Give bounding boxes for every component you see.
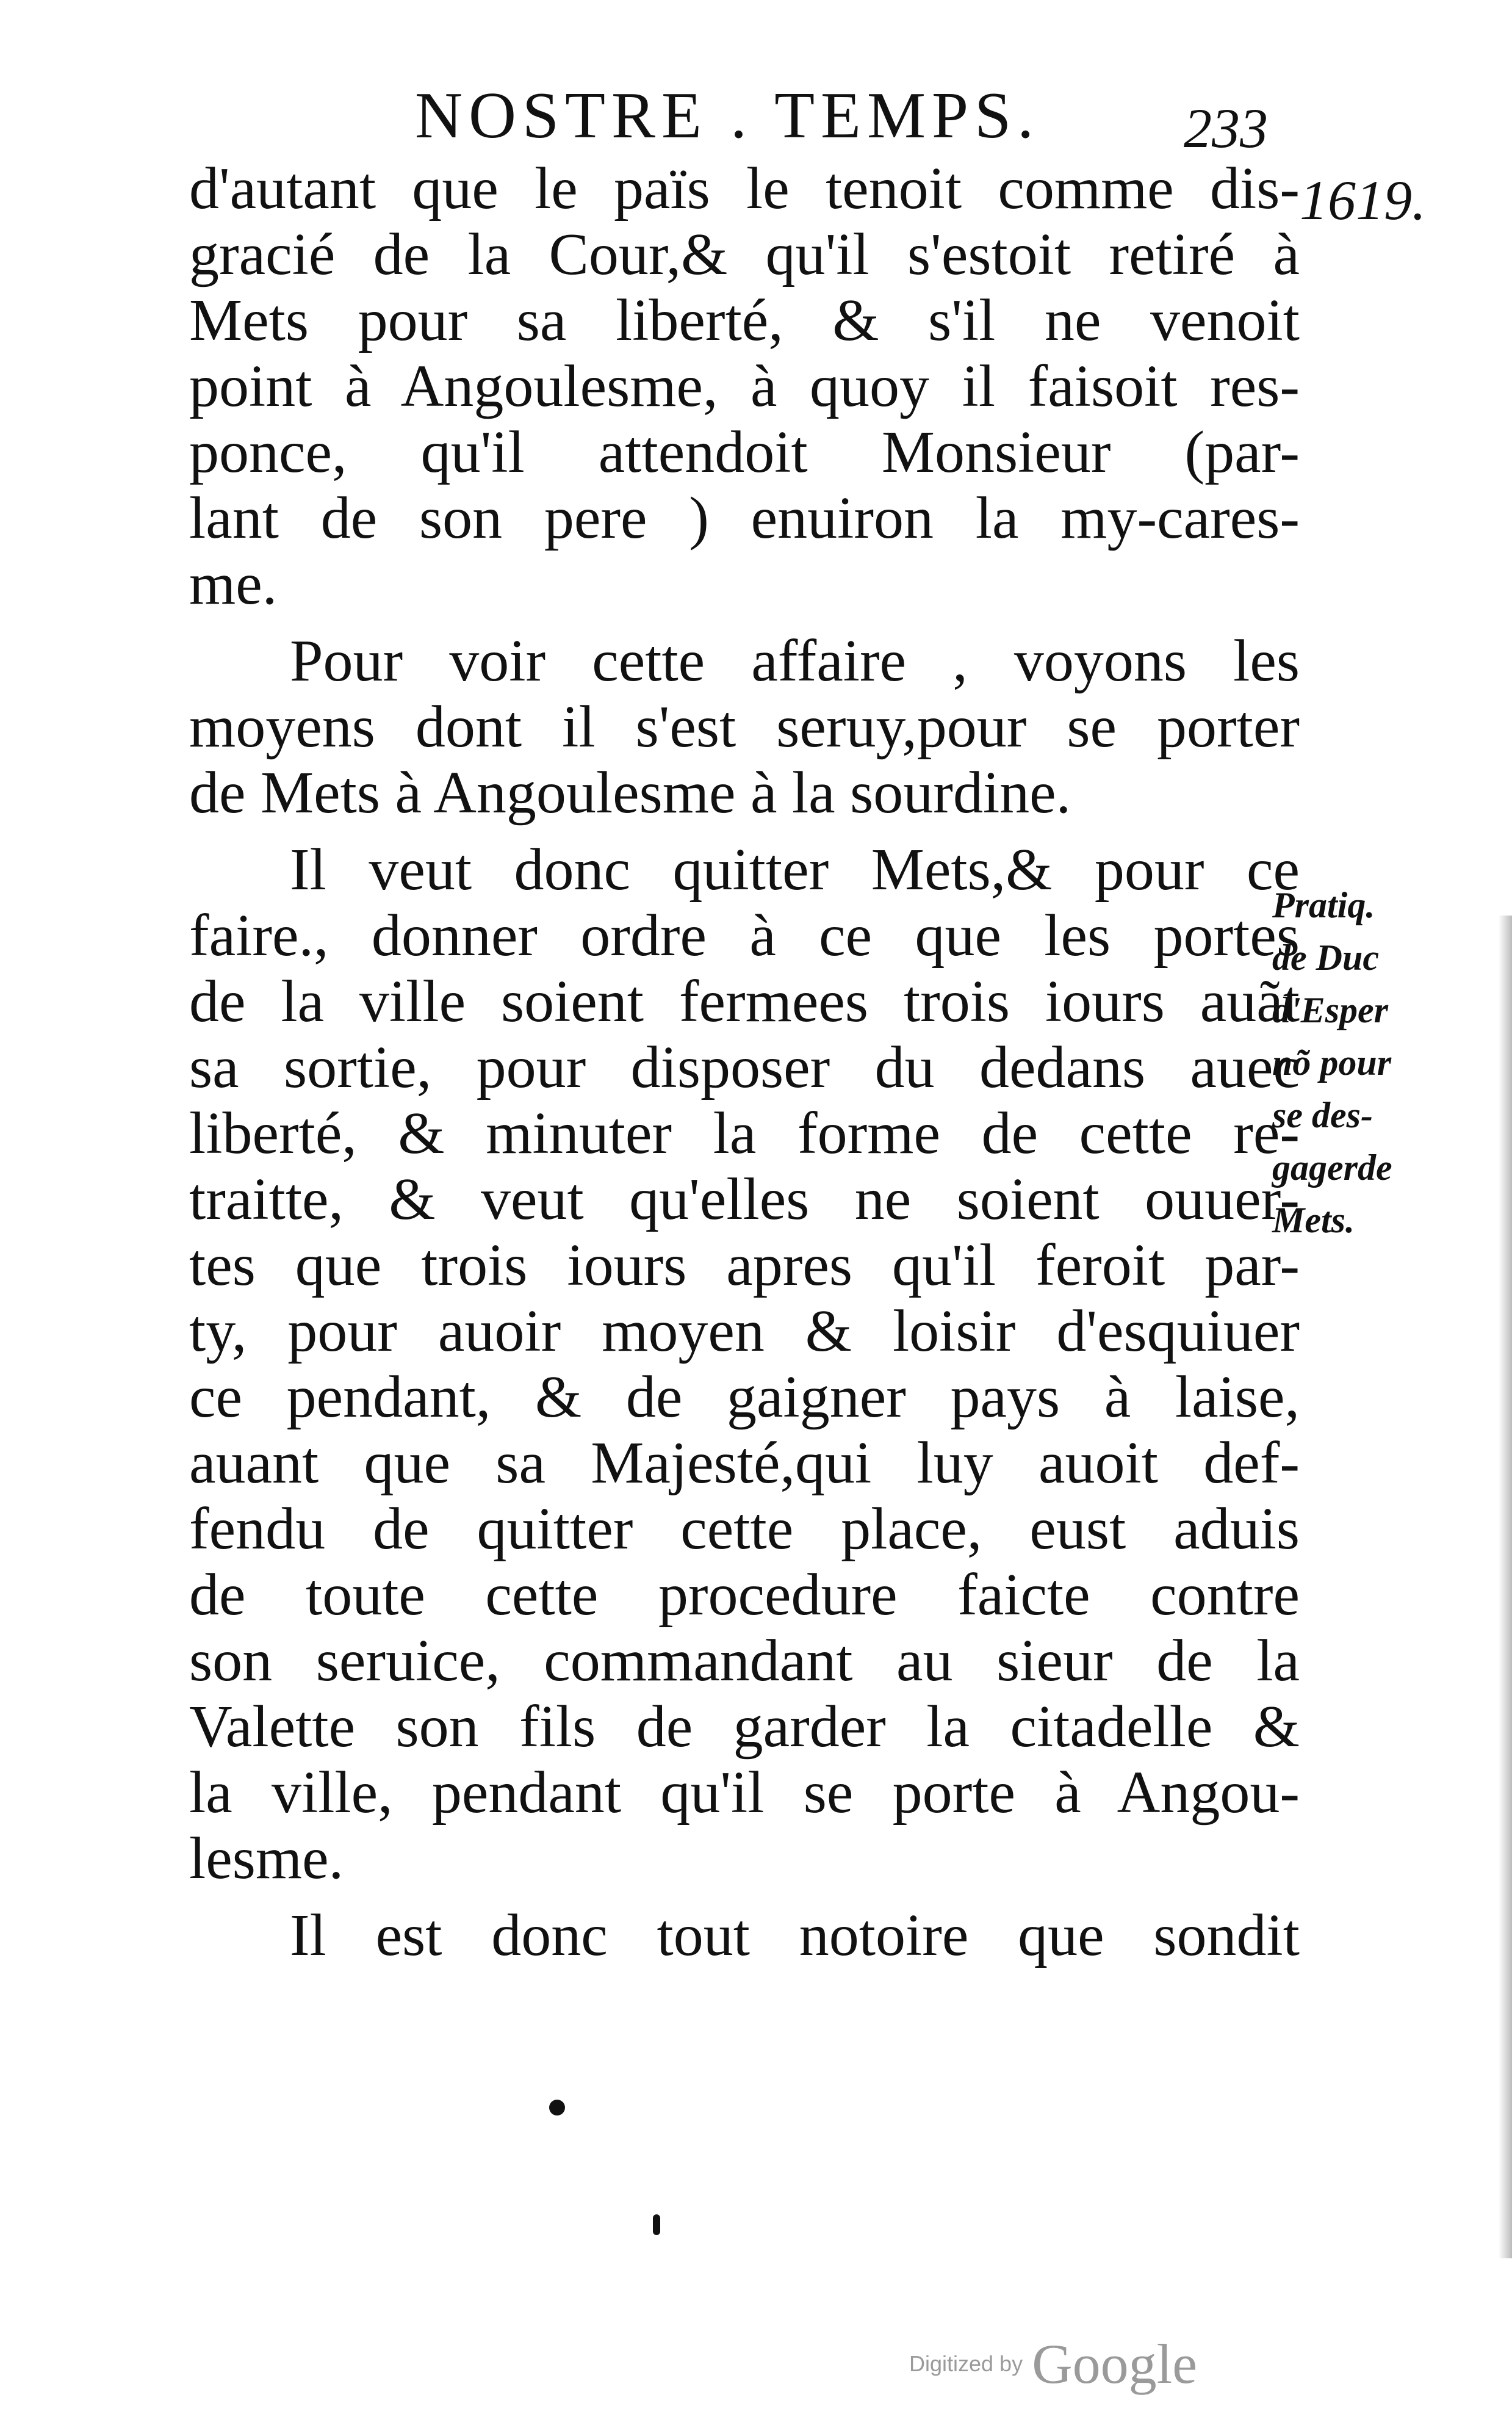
- margin-note-line: se des-: [1272, 1095, 1373, 1135]
- text-line: auant que sa Majesté,qui luy auoit def-: [189, 1430, 1300, 1496]
- watermark-prefix: Digitized by: [909, 2351, 1023, 2376]
- text-line: gracié de la Cour,& qu'il s'estoit retiré à: [189, 222, 1300, 287]
- text-line: Il est donc tout notoire que sondit: [290, 1902, 1300, 1968]
- text-line: d'autant que le païs le tenoit comme dis-: [189, 156, 1300, 222]
- ink-stroke-mark: [653, 2214, 660, 2235]
- text-line: de la ville soient fermees trois iours auãt: [189, 969, 1300, 1035]
- text-line: tes que trois iours apres qu'il feroit par-: [189, 1232, 1300, 1298]
- margin-note-line: de Duc: [1272, 938, 1379, 978]
- text-line: de Mets à Angoulesme à la sourdine.: [189, 760, 1071, 826]
- text-line: traitte, & veut qu'elles ne soient ouuer-: [189, 1166, 1300, 1232]
- page-edge-shadow: [1499, 916, 1512, 2258]
- page-number: 233: [1184, 97, 1268, 159]
- digitized-watermark: [909, 2332, 1197, 2396]
- text-line: sa sortie, pour disposer du dedans auec: [189, 1035, 1300, 1100]
- text-line: Valette son fils de garder la citadelle &: [189, 1694, 1300, 1760]
- text-line: de toute cette procedure faicte contre: [189, 1562, 1300, 1628]
- margin-note-line: Pratiq.: [1272, 885, 1375, 925]
- watermark-brand: Google: [1032, 2333, 1198, 2395]
- text-line: fendu de quitter cette place, eust aduis: [189, 1496, 1300, 1562]
- paragraph-gap: [189, 826, 1300, 837]
- margin-note: [1272, 879, 1455, 1246]
- text-line: me.: [189, 551, 278, 617]
- text-line: Mets pour sa liberté, & s'il ne venoit: [189, 287, 1300, 353]
- text-line: faire., donner ordre à ce que les portes: [189, 903, 1300, 969]
- text-line: liberté, & minuter la forme de cette re-: [189, 1100, 1300, 1166]
- text-line: lesme.: [189, 1826, 344, 1891]
- running-title: NOSTRE . TEMPS.: [415, 79, 1040, 152]
- margin-note-line: gagerde: [1272, 1147, 1392, 1188]
- paragraph-gap: [189, 1891, 1300, 1902]
- margin-note-line: d'Esper: [1272, 990, 1389, 1030]
- margin-year: 1619.: [1300, 169, 1426, 231]
- text-line: ponce, qu'il attendoit Monsieur (par-: [189, 419, 1300, 485]
- body-text: [189, 156, 1300, 1968]
- text-line: Il veut donc quitter Mets,& pour ce: [290, 837, 1300, 903]
- text-line: ce pendant, & de gaigner pays à laise,: [189, 1364, 1300, 1430]
- margin-note-line: Mets.: [1272, 1200, 1355, 1240]
- text-line: point à Angoulesme, à quoy il faisoit res-: [189, 353, 1300, 419]
- paragraph-gap: [189, 617, 1300, 628]
- text-line: lant de son pere ) enuiron la my-cares-: [189, 485, 1300, 551]
- text-line: ty, pour auoir moyen & loisir d'esquiuer: [189, 1298, 1300, 1364]
- text-line: Pour voir cette affaire , voyons les: [290, 628, 1300, 694]
- text-line: la ville, pendant qu'il se porte à Angou-: [189, 1760, 1300, 1826]
- text-line: son seruice, commandant au sieur de la: [189, 1628, 1300, 1694]
- text-line: moyens dont il s'est seruy,pour se porter: [189, 694, 1300, 760]
- margin-note-line: nõ pour: [1272, 1042, 1392, 1083]
- ink-blot-mark: [549, 2100, 565, 2115]
